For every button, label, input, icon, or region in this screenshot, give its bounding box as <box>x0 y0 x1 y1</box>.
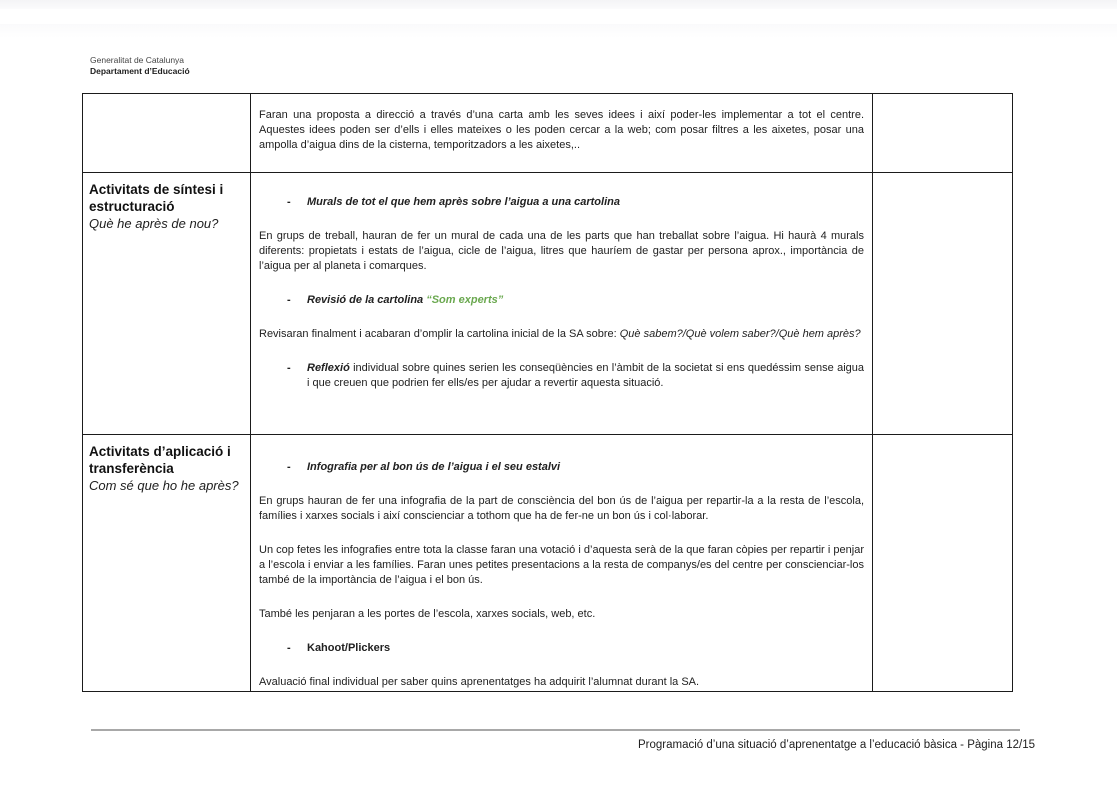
org-header <box>90 55 190 76</box>
bullet-item <box>287 195 864 210</box>
bullet-text: Murals de tot el que hem après sobre l’aigua a una cartolina <box>307 196 620 208</box>
bullet-item <box>287 361 864 391</box>
bullet-text: Kahoot/Plickers <box>307 642 391 654</box>
page-top-edge <box>0 0 1117 9</box>
bullet-text: Revisió de la cartolina <box>307 294 427 306</box>
org-department: Departament d’Educació <box>90 65 190 76</box>
row1-label-cell <box>83 94 251 173</box>
bullet-dash: - <box>287 294 291 306</box>
bullet-item <box>287 293 864 308</box>
paragraph: Avaluació final individual per saber quins aprenentatges ha adquirit l’alumnat durant la SA. <box>259 676 700 688</box>
footer-divider <box>91 729 1020 731</box>
bullet-dash: - <box>287 362 291 374</box>
paragraph: En grups hauran de fer una infografia de la part de consciència del bon ús de l’aigua per repartir-la a la resta de l’escola, famílies i xarxes socials i així conscienciar a tothom que ha de fer-ne un bon ús i col·laborar. <box>259 495 864 522</box>
row2-label-cell <box>83 173 251 435</box>
bullet-dash: - <box>287 461 291 473</box>
paragraph: Un cop fetes les infografies entre tota la classe faran una votació i d’aquesta serà de la que faran còpies per repartir i penjar a l’escola i enviar a les famílies. Faran unes petites presentacions a la resta de companys/es del centre per conscienciar-los també de la importància de l’aigua i el bon ús. <box>259 544 864 586</box>
row1-content-cell <box>251 94 873 173</box>
page-edge-shadow <box>0 24 1117 38</box>
table-row <box>83 94 1013 173</box>
bullet-text: individual sobre quines serien les conseqüències en l’àmbit de la societat si ens quedéssim sense aigua i que creuen que podrien fer ells/es per ajudar a revertir aquesta situació. <box>307 362 864 389</box>
section-subtitle: Com sé que ho he après? <box>89 478 239 493</box>
paragraph: També les penjaran a les portes de l’escola, xarxes socials, web, etc. <box>259 608 596 620</box>
bullet-text: Infografia per al bon ús de l’aigua i el seu estalvi <box>307 461 561 473</box>
bullet-item <box>287 460 864 475</box>
row3-label-cell <box>83 435 251 692</box>
table-row <box>83 435 1013 692</box>
table-row <box>83 173 1013 435</box>
highlight-quote: “Som experts” <box>426 294 504 306</box>
activities-table <box>82 93 1013 692</box>
paragraph-italic: Què sabem?/Què volem saber?/Què hem après? <box>619 328 861 340</box>
bullet-lead: Reflexió <box>307 362 350 374</box>
section-title: Activitats d’aplicació i transferència <box>89 444 231 476</box>
bullet-dash: - <box>287 196 291 208</box>
row2-empty-cell <box>873 173 1013 435</box>
bullet-item <box>287 641 864 656</box>
row3-content-cell <box>251 435 873 692</box>
paragraph <box>259 327 864 342</box>
row2-content-cell <box>251 173 873 435</box>
bullet-dash: - <box>287 642 291 654</box>
section-subtitle: Què he après de nou? <box>89 216 219 231</box>
row3-empty-cell <box>873 435 1013 692</box>
paragraph: Faran una proposta a direcció a través d’una carta amb les seves idees i així poder-les implementar a tot el centre. Aquestes idees poden ser d’ells i elles mateixes o les poden cercar a la web; com posar filtres a les aixetes, posar una ampolla d’aigua dins de la cisterna, temporitzadors a les aixetes,.. <box>259 109 864 151</box>
paragraph: En grups de treball, hauran de fer un mural de cada una de les parts que han treballat sobre l’aigua. Hi haurà 4 murals diferents: propietats i estats de l’aigua, cicle de l’aigua, litres que hauríem de gastar per persona aprox., importància de l’aigua per al planeta i comarques. <box>259 230 864 272</box>
section-title: Activitats de síntesi i estructuració <box>89 182 224 214</box>
paragraph-text: Revisaran finalment i acabaran d’omplir la cartolina inicial de la SA sobre: <box>259 328 620 340</box>
org-name: Generalitat de Catalunya <box>90 55 185 65</box>
row1-empty-cell <box>873 94 1013 173</box>
footer-page-info: Programació d’una situació d’aprenentatge a l’educació bàsica - Pàgina 12/15 <box>637 739 1035 751</box>
